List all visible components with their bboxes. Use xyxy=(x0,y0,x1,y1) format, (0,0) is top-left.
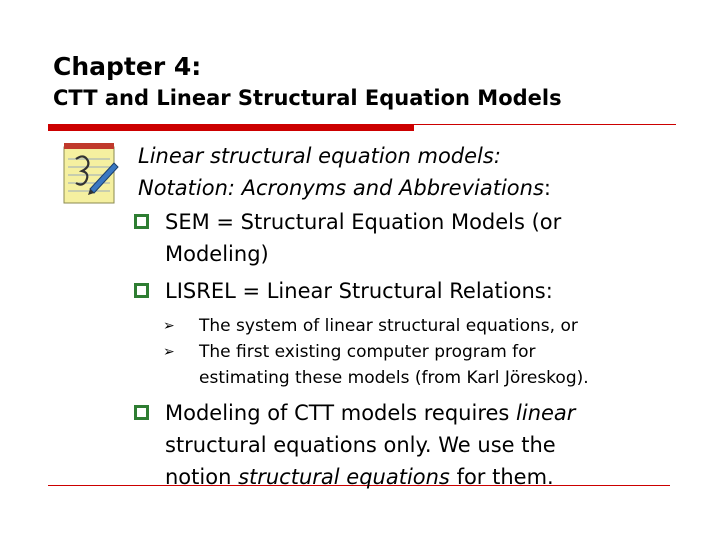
slide-subtitle: CTT and Linear Structural Equation Models xyxy=(53,86,562,110)
intro-line-2-italic: Notation: Acronyms and Abbreviations xyxy=(138,176,544,200)
bullet-sem-line-2: Modeling) xyxy=(165,242,269,266)
bullet-ctt xyxy=(165,397,575,493)
square-bullet-icon xyxy=(134,283,149,298)
arrow-bullet-icon: ➢ xyxy=(163,318,175,334)
bullet-ctt-line-3 xyxy=(165,461,575,493)
notepad-pencil-icon xyxy=(62,141,122,205)
lisrel-sub-1: The system of linear structural equations, or xyxy=(199,316,578,336)
arrow-bullet-icon: ➢ xyxy=(163,344,175,360)
title-accent-bar xyxy=(48,124,414,131)
bullet-ctt-line-1 xyxy=(165,397,575,429)
bullet-ctt-line-1-text: Modeling of CTT models requires xyxy=(165,401,517,425)
bullet-sem-line-1: SEM = Structural Equation Models (or xyxy=(165,210,562,234)
lisrel-sub-2-line-1: The first existing computer program for xyxy=(199,342,536,362)
bullet-lisrel: LISREL = Linear Structural Relations: xyxy=(165,279,553,303)
square-bullet-icon xyxy=(134,405,149,420)
square-bullet-icon xyxy=(134,214,149,229)
bullet-ctt-line-2: structural equations only. We use the xyxy=(165,433,556,457)
bullet-ctt-line-3-text-b: for them. xyxy=(449,465,554,489)
slide-title: Chapter 4: xyxy=(53,52,202,81)
bullet-ctt-line-1-italic: linear xyxy=(516,401,576,425)
bullet-sem xyxy=(165,206,561,270)
bullet-ctt-line-3-text-a: notion xyxy=(165,465,239,489)
lisrel-sub-2-line-2: estimating these models (from Karl Jöreskog). xyxy=(199,368,589,388)
intro-line-2 xyxy=(138,172,551,204)
intro-line-2-tail: : xyxy=(543,176,551,200)
bullet-ctt-line-3-italic: structural equations xyxy=(238,465,450,489)
intro-line-1: Linear structural equation models: xyxy=(138,144,501,168)
intro-text xyxy=(138,140,551,204)
title-rule-line xyxy=(414,124,676,125)
